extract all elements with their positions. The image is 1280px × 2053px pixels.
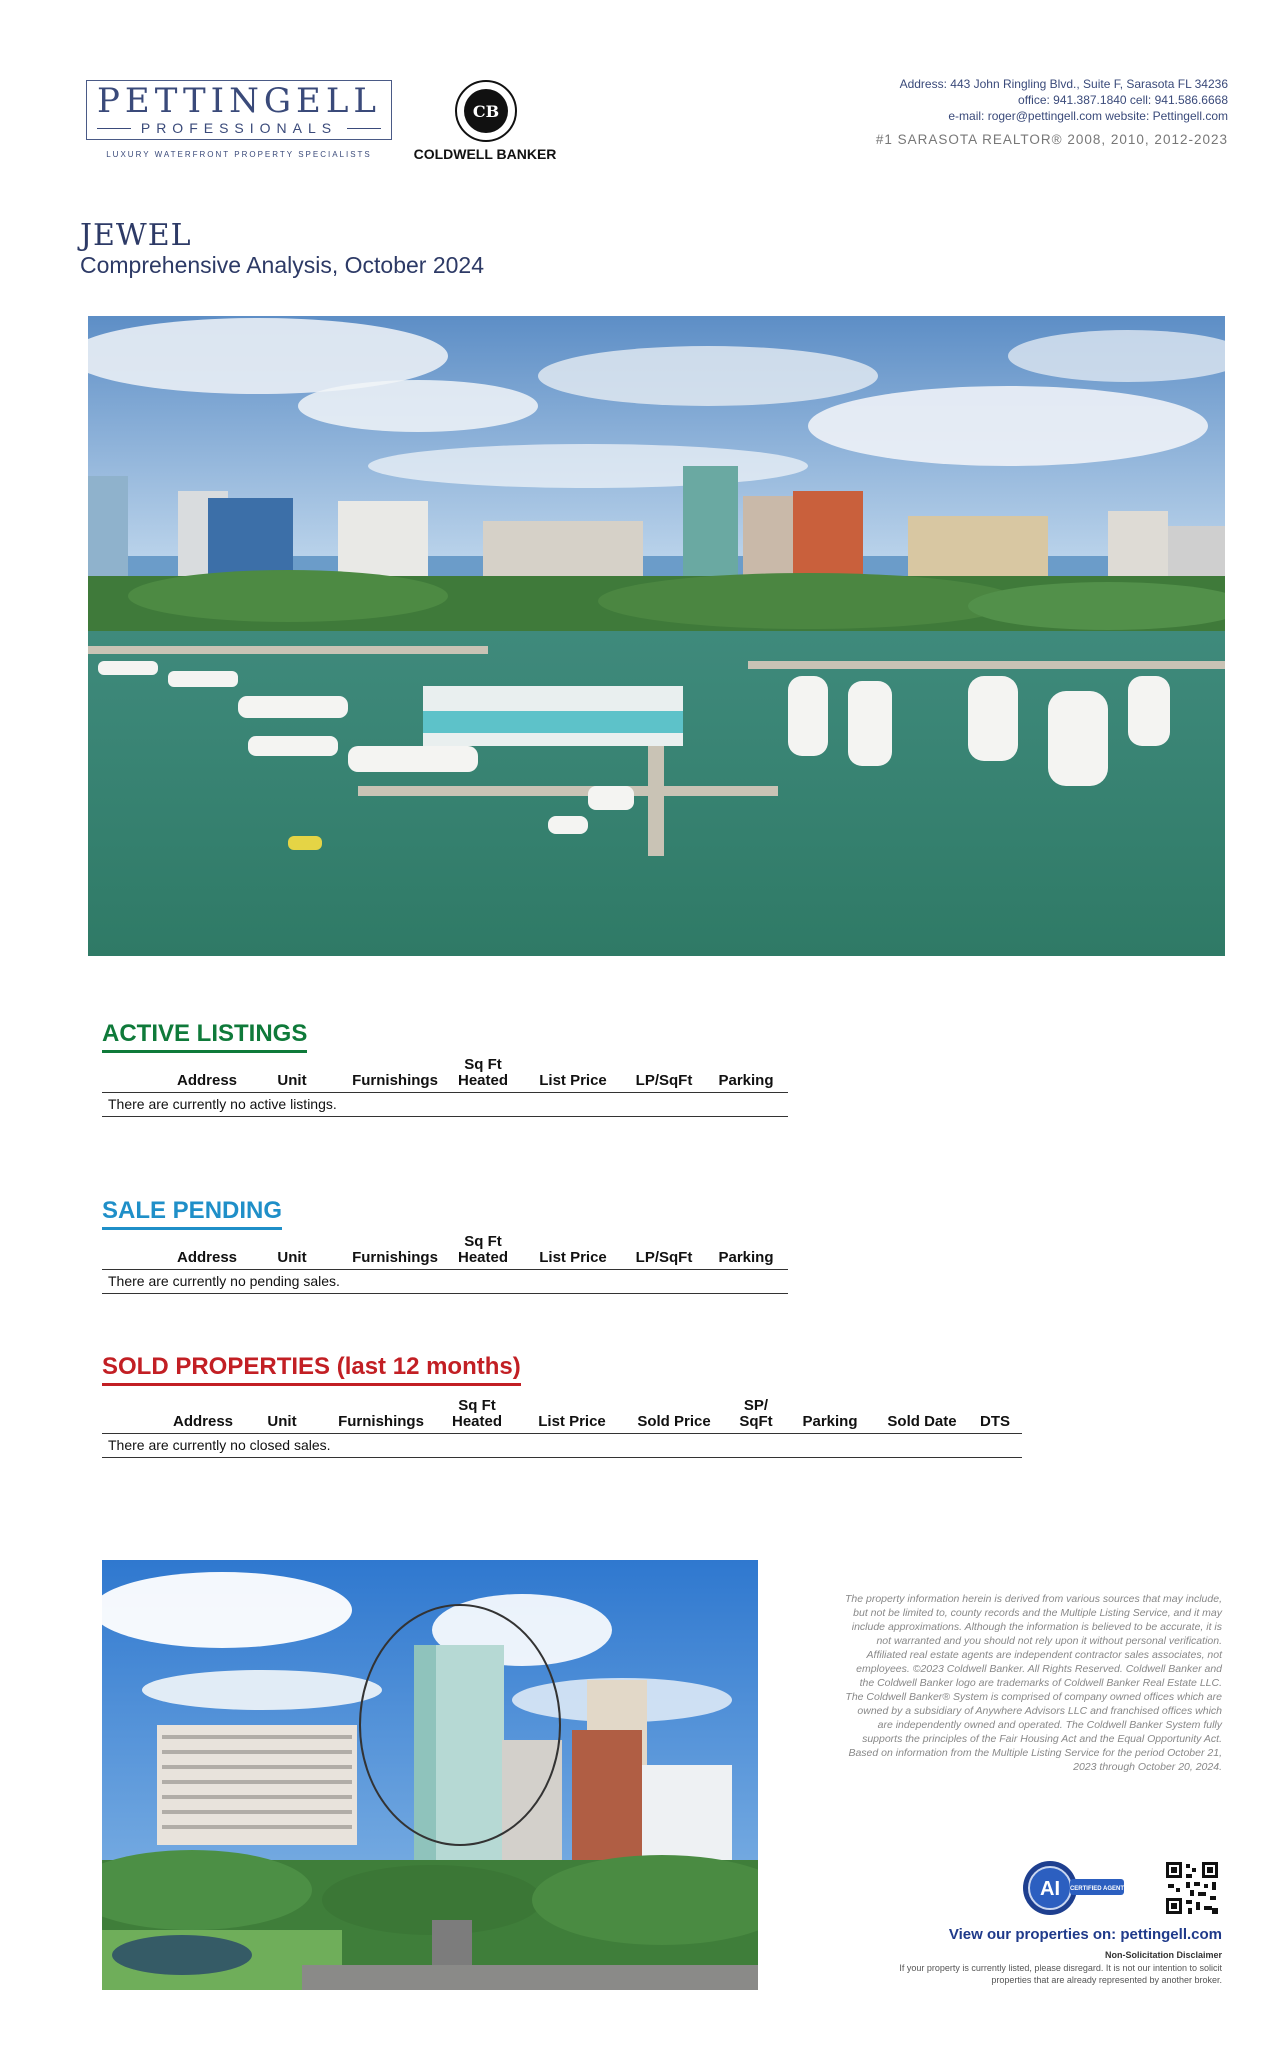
column-header-sold-price: Sold Price [637, 1413, 711, 1430]
page-subtitle: Comprehensive Analysis, October 2024 [80, 252, 484, 278]
column-header-unit: Unit [277, 1072, 307, 1089]
column-header-unit: Unit [277, 1249, 307, 1266]
column-header-dts: DTS [980, 1413, 1010, 1430]
non-solicitation-text: If your property is currently listed, please disregard. It is not our intention to solicit properties that are already represented by another broker. [899, 1963, 1222, 1985]
cb-name: COLDWELL BANKER [413, 146, 557, 162]
column-header-sqft-heated: Sq Ft Heated [457, 1233, 509, 1266]
column-header-sqft-heated: Sq Ft Heated [451, 1397, 503, 1430]
column-header-furnishings: Furnishings [352, 1072, 438, 1089]
non-solicitation-title: Non-Solicitation Disclaimer [1104, 1950, 1222, 1960]
logo-sub-text: PROFESSIONALS [97, 120, 381, 136]
table-empty-row: There are currently no closed sales. [102, 1434, 1022, 1458]
cb-seal-icon [455, 80, 517, 142]
column-header-furnishings: Furnishings [338, 1413, 424, 1430]
column-header-address: Address [176, 1249, 238, 1266]
table-header [102, 1055, 788, 1093]
badge-label-text: CERTIFIED AGENT [1069, 1886, 1125, 1892]
contact-phones: office: 941.387.1840 cell: 941.586.6668 [1018, 93, 1228, 107]
table-empty-row: There are currently no active listings. [102, 1093, 788, 1117]
column-header-sqft-heated: Sq Ft Heated [457, 1056, 509, 1089]
sale-pending-heading: SALE PENDING [102, 1197, 282, 1230]
legal-disclaimer: The property information herein is derived from various sources that may include, but not be limited to, county records and the Multiple Listing Service, and it may include approximations. Although the information is believed to be accurate, it is not warranted and you should not rely upon it without personal verification. Affiliated real estate agents are independent contractor sales associates, not employees. ©2023 Coldwell Banker. All Rights Reserved. Coldwell Banker and the Coldwell Banker logo are trademarks of Coldwell Banker Real Estate LLC. The Coldwell Banker® System is comprised of company owned offices which are owned by a subsidiary of Anywhere Advisors LLC and franchised offices which are independently owned and operated. The Coldwell Banker System fully supports the principles of the Fair Housing Act and the Equal Opportunity Act. Based on information from the Multiple Listing Service for the period October 21, 2023 through October 20, 2024. [844, 1593, 1222, 1773]
column-header-parking: Parking [802, 1413, 858, 1430]
contact-block [768, 76, 1228, 124]
realtor-award-line: #1 SARASOTA REALTOR® 2008, 2010, 2012-2023 [875, 132, 1228, 147]
active-listings-table [102, 1055, 788, 1117]
column-header-list-price: List Price [539, 1249, 607, 1266]
column-header-furnishings: Furnishings [352, 1249, 438, 1266]
column-header-lp-sqft: LP/SqFt [635, 1249, 693, 1266]
page-title: JEWEL [80, 218, 192, 253]
column-header-unit: Unit [267, 1413, 297, 1430]
table-header [102, 1232, 788, 1270]
table-empty-row: There are currently no pending sales. [102, 1270, 788, 1294]
sale-pending-table [102, 1232, 788, 1294]
sold-properties-table [102, 1396, 1022, 1458]
column-header-list-price: List Price [538, 1413, 606, 1430]
cb-monogram: CB [464, 89, 508, 133]
qr-code-icon[interactable] [1164, 1860, 1220, 1916]
column-header-lp-sqft: LP/SqFt [635, 1072, 693, 1089]
view-properties-link[interactable]: View our properties on: pettingell.com [948, 1926, 1222, 1943]
coldwell-banker-logo [405, 80, 565, 162]
logo-main-text: PETTINGELL [97, 81, 381, 121]
column-header-parking: Parking [718, 1072, 774, 1089]
column-header-sp-sqft: SP/ SqFt [739, 1397, 773, 1430]
active-listings-heading: ACTIVE LISTINGS [102, 1020, 307, 1053]
contact-email-website: e-mail: roger@pettingell.com website: Pettingell.com [948, 109, 1228, 123]
marina-hero-photo [88, 316, 1225, 956]
pettingell-logo [86, 80, 392, 140]
logo-tagline: LUXURY WATERFRONT PROPERTY SPECIALISTS [106, 150, 372, 159]
badge-ai-text: AI [1040, 1878, 1060, 1900]
column-header-list-price: List Price [539, 1072, 607, 1089]
table-header [102, 1396, 1022, 1434]
column-header-parking: Parking [718, 1249, 774, 1266]
contact-address: Address: 443 John Ringling Blvd., Suite F, Sarasota FL 34236 [899, 77, 1228, 91]
building-aerial-photo [102, 1560, 758, 1990]
ai-certified-badge [1022, 1860, 1126, 1916]
column-header-address: Address [172, 1413, 234, 1430]
column-header-sold-date: Sold Date [887, 1413, 957, 1430]
sold-properties-heading: SOLD PROPERTIES (last 12 months) [102, 1353, 521, 1386]
column-header-address: Address [176, 1072, 238, 1089]
